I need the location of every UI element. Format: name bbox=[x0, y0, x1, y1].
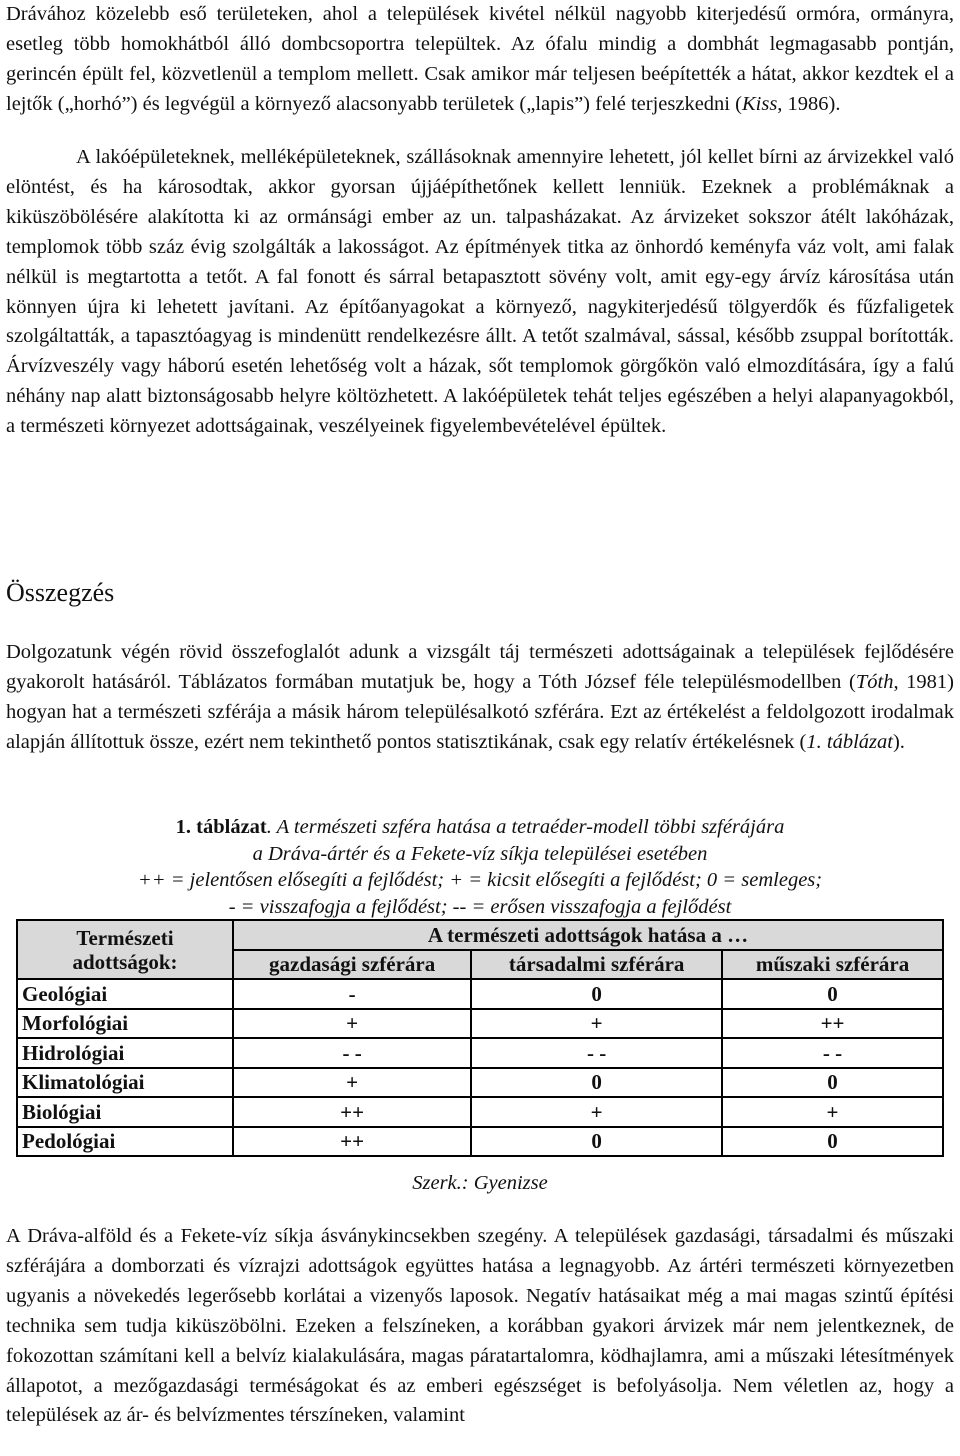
table-cell: - - bbox=[722, 1038, 943, 1068]
table-corner-header bbox=[17, 920, 233, 979]
table-source: Szerk.: Gyenizse bbox=[412, 1172, 548, 1194]
table-cell: + bbox=[471, 1009, 722, 1039]
housing-paragraph: A lakóépületeknek, melléképületeknek, szállásoknak amennyire lehetett, jól kellet bírni az árvizekkel való elöntést, és ha károsodtak, akkor gyorsan újjáépíthetőnek kellett lenniük. Ezeknek a problémáknak a kiküszöbölésére alakította ki az ormánsági ember az un. talpasházakat. Az árvizeket sokszor átélt lakóházak, templomok több száz évig szolgálták a lakosságot. Az építmények titka az önhordó keményfa váz volt, ami falak nélkül is megtartotta a tetőt. A fal fonott és sárral betapasztott sövény volt, amit egy-egy árvíz károsítása után könnyen újra ki lehetett javítani. Az építőanyagokat a környező, nagykiterjedésű tölgyerdők és fűzfaligetek szolgáltatták, a tapasztóagyag is mindenütt rendelkezésre állt. A tetőt szalmával, sással, később zsuppal borították. Árvízveszély vagy háború esetén lehetőség volt a házak, sőt templomok görgőkön való elmozdítására, így a falú néhány nap alatt biztonságosabb helyre költözhetett. A lakóépületek tehát teljes egészében a helyi alapanyagokból, a természeti környezet adottságainak, veszélyeinek figyelembevételével épültek. bbox=[6, 146, 954, 438]
intro-text-end: , 1986). bbox=[777, 92, 841, 115]
citation-kiss: Kiss bbox=[741, 92, 778, 115]
citation-toth: Tóth bbox=[855, 670, 894, 693]
table-cell: - - bbox=[233, 1038, 471, 1068]
table-row bbox=[17, 1038, 943, 1068]
row-label: Hidrológiai bbox=[17, 1038, 233, 1068]
conclusion-paragraph: A Dráva-alföld és a Fekete-víz síkja ásványkincsekben szegény. A települések gazdasági, társadalmi és műszaki szférájára a domborzati és vízrajzi adottságok együttes hatása a legnagyobb. Az ártéri természeti környezetben ugyanis a növekedés legerősebb korlátai a vizenyős laposok. Negatív hatásaikat még a mai magas szintű építési technika sem tudja kiküszöbölni. Ezeken a felszíneken, a korábban gyakori árvizek már nem jelentkeznek, de fokozottan számítani kell a belvíz kialakulására, magas páratartalomra, ködhajlamra, ami a műszaki létesítmények állapotot, a mezőgazdasági terméságokat és az emberi egészséget is befolyásolja. Nem véletlen az, hogy a települések az ár- és belvízmentes térszíneken, valamint bbox=[6, 1225, 954, 1427]
table-cell: - bbox=[233, 979, 471, 1009]
table-row bbox=[17, 1009, 943, 1039]
caption-line-2: a Dráva-ártér és a Fekete-víz síkja települései esetében bbox=[252, 842, 708, 865]
table-header-row-1 bbox=[17, 920, 943, 950]
table-cell: 0 bbox=[471, 1068, 722, 1098]
column-header: társadalmi szférára bbox=[471, 950, 722, 980]
summary-text-b: , 1981) hogyan hat a természeti szférája a másik három településalkotó szférára. Ezt az értékelést a feldolgozott irodalmak alapján állítottuk össze, ezért nem tekinthető pontos statisztikának, csak egy relatív értékelésnek ( bbox=[6, 670, 955, 753]
corner-line-2: adottságok: bbox=[72, 949, 178, 974]
table-caption bbox=[0, 814, 960, 920]
column-header: műszaki szférára bbox=[722, 950, 943, 980]
table-reference: 1. táblázat bbox=[806, 730, 893, 753]
table-cell: 0 bbox=[722, 979, 943, 1009]
table-cell: 0 bbox=[471, 1127, 722, 1157]
table-row bbox=[17, 1097, 943, 1127]
table-cell: 0 bbox=[471, 979, 722, 1009]
table-cell: 0 bbox=[722, 1068, 943, 1098]
caption-line-1 bbox=[0, 814, 960, 841]
table-cell: ++ bbox=[722, 1009, 943, 1039]
row-label: Morfológiai bbox=[17, 1009, 233, 1039]
caption-label: 1. táblázat bbox=[175, 816, 267, 838]
summary-text-a: Dolgozatunk végén rövid összefoglalót adunk a vizsgált táj természeti adottságainak a települések fejlődésére gyakorolt hatásáról. Táblázatos formában mutatjuk be, hogy a Tóth József féle településmodellben ( bbox=[6, 641, 954, 693]
row-label: Geológiai bbox=[17, 979, 233, 1009]
caption-legend-1: ++ = jelentősen elősegíti a fejlődést; + = kicsit elősegíti a fejlődést; 0 = semleges; bbox=[137, 869, 823, 891]
row-label: Biológiai bbox=[17, 1097, 233, 1127]
intro-paragraph bbox=[6, 0, 954, 120]
table-cell: ++ bbox=[233, 1097, 471, 1127]
column-header: gazdasági szférára bbox=[233, 950, 471, 980]
table-cell: + bbox=[233, 1068, 471, 1098]
table-cell: - - bbox=[471, 1038, 722, 1068]
impact-table bbox=[16, 919, 944, 1157]
caption-legend-2: - = visszafogja a fejlődést; -- = erősen visszafogja a fejlődést bbox=[228, 895, 732, 918]
table-row bbox=[17, 1068, 943, 1098]
table-cell: + bbox=[722, 1097, 943, 1127]
intro-text: Drávához közelebb eső területeken, ahol a települések kivétel nélkül nagyobb kiterjedésű ormóra, ormányra, esetleg több homokhátból álló dombcsoportra települtek. Az ófalu mindig a dombhát legmagasabb pontján, gerincén épült fel, közvetlenül a templom mellett. Csak amikor már teljesen beépítették a hátat, akkor kezdtek el a lejtők („horhó”) és legvégül a környező alacsonyabb területek („lapis”) felé terjeszkedni ( bbox=[6, 3, 954, 115]
row-label: Pedológiai bbox=[17, 1127, 233, 1157]
table-cell: + bbox=[471, 1097, 722, 1127]
summary-text-c: ). bbox=[892, 730, 905, 753]
summary-paragraph bbox=[6, 638, 954, 758]
table-row bbox=[17, 1127, 943, 1157]
table-cell: + bbox=[233, 1009, 471, 1039]
row-label: Klimatológiai bbox=[17, 1068, 233, 1098]
table-cell: ++ bbox=[233, 1127, 471, 1157]
table-row bbox=[17, 979, 943, 1009]
table-group-header: A természeti adottságok hatása a … bbox=[233, 920, 943, 950]
section-heading: Összegzés bbox=[6, 578, 115, 607]
corner-line-1: Természeti bbox=[76, 925, 174, 950]
table-cell: 0 bbox=[722, 1127, 943, 1157]
caption-title: . A természeti szféra hatása a tetraéder-modell többi szférájára bbox=[266, 816, 785, 838]
